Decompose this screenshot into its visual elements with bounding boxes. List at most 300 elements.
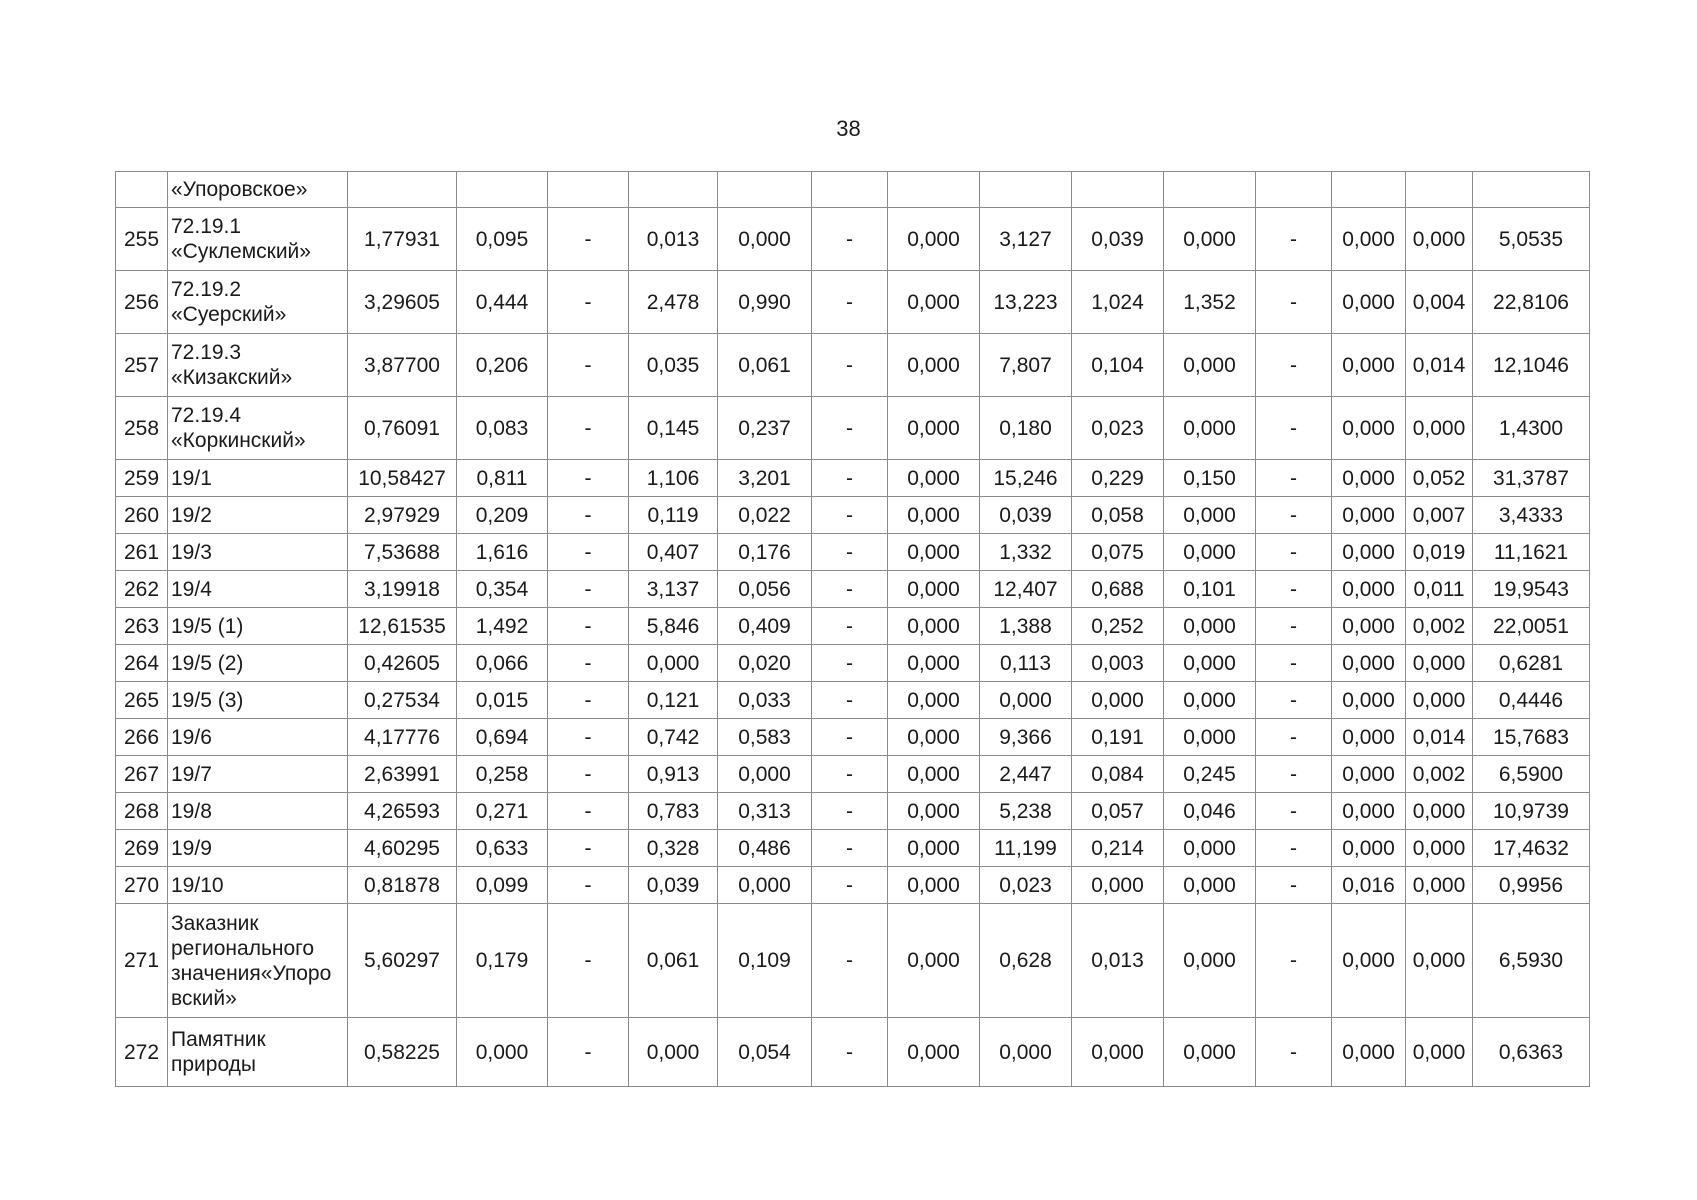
- value-cell: 1,616: [457, 534, 548, 571]
- row-number-cell: 261: [116, 534, 168, 571]
- table-row: [116, 608, 1590, 645]
- value-cell: 0,104: [1072, 334, 1164, 397]
- value-cell: 2,97929: [348, 497, 457, 534]
- value-cell: 12,1046: [1473, 334, 1590, 397]
- value-cell: -: [1256, 460, 1332, 497]
- value-cell: 0,229: [1072, 460, 1164, 497]
- value-cell: 5,846: [629, 608, 718, 645]
- value-cell: 0,409: [718, 608, 812, 645]
- value-cell: 0,000: [888, 534, 980, 571]
- table-row: [116, 719, 1590, 756]
- value-cell: 0,016: [1332, 867, 1406, 904]
- value-cell: 0,003: [1072, 645, 1164, 682]
- value-cell: -: [548, 497, 629, 534]
- value-cell: 0,056: [718, 571, 812, 608]
- value-cell: -: [548, 271, 629, 334]
- row-number-cell: 259: [116, 460, 168, 497]
- value-cell: 0,015: [457, 682, 548, 719]
- value-cell: -: [812, 1018, 888, 1087]
- value-cell: -: [1256, 334, 1332, 397]
- value-cell: 0,000: [1332, 719, 1406, 756]
- territory-name-cell: 19/3: [168, 534, 348, 571]
- value-cell: 0,007: [1406, 497, 1473, 534]
- value-cell: -: [548, 1018, 629, 1087]
- row-number-cell: 265: [116, 682, 168, 719]
- value-cell: 0,000: [888, 460, 980, 497]
- value-cell: -: [812, 497, 888, 534]
- value-cell: 0,176: [718, 534, 812, 571]
- row-number-cell: 271: [116, 904, 168, 1018]
- table-row: [116, 682, 1590, 719]
- value-cell: 0,095: [457, 208, 548, 271]
- value-cell: 0,000: [888, 497, 980, 534]
- value-cell: 0,013: [629, 208, 718, 271]
- row-number-cell: 267: [116, 756, 168, 793]
- territory-name-cell: Заказник регионального значения«Упоро вский»: [168, 904, 348, 1018]
- value-cell: 0,688: [1072, 571, 1164, 608]
- value-cell: -: [1256, 608, 1332, 645]
- value-cell: 0,000: [1164, 534, 1256, 571]
- value-cell: 7,53688: [348, 534, 457, 571]
- value-cell: 0,061: [718, 334, 812, 397]
- value-cell: 0,004: [1406, 271, 1473, 334]
- value-cell: 0,206: [457, 334, 548, 397]
- value-cell: 0,783: [629, 793, 718, 830]
- value-cell: 0,119: [629, 497, 718, 534]
- value-cell: 0,000: [1164, 645, 1256, 682]
- territory-name-cell: 19/10: [168, 867, 348, 904]
- value-cell: 17,4632: [1473, 830, 1590, 867]
- value-cell: 0,742: [629, 719, 718, 756]
- value-cell: 7,807: [980, 334, 1072, 397]
- value-cell: 0,209: [457, 497, 548, 534]
- territory-name-cell: 19/4: [168, 571, 348, 608]
- value-cell: 9,366: [980, 719, 1072, 756]
- value-cell: 0,000: [629, 1018, 718, 1087]
- value-cell: -: [812, 208, 888, 271]
- value-cell: 0,002: [1406, 756, 1473, 793]
- value-cell: -: [548, 397, 629, 460]
- value-cell: 0,000: [1332, 1018, 1406, 1087]
- value-cell: -: [1256, 645, 1332, 682]
- value-cell: 2,447: [980, 756, 1072, 793]
- value-cell: -: [548, 534, 629, 571]
- value-cell: 1,024: [1072, 271, 1164, 334]
- table-row: [116, 571, 1590, 608]
- value-cell: 0,328: [629, 830, 718, 867]
- value-cell: 19,9543: [1473, 571, 1590, 608]
- value-cell: 0,000: [718, 756, 812, 793]
- value-cell: -: [548, 904, 629, 1018]
- value-cell: 3,4333: [1473, 497, 1590, 534]
- table-row: [116, 904, 1590, 1018]
- value-cell: 0,000: [1332, 334, 1406, 397]
- value-cell: -: [548, 756, 629, 793]
- row-number-cell: 258: [116, 397, 168, 460]
- value-cell: 0,039: [629, 867, 718, 904]
- value-cell: -: [812, 397, 888, 460]
- value-cell: 0,258: [457, 756, 548, 793]
- row-number-cell: 269: [116, 830, 168, 867]
- territory-name-cell: 72.19.1 «Суклемский»: [168, 208, 348, 271]
- value-cell: 0,000: [1072, 867, 1164, 904]
- value-cell: 4,17776: [348, 719, 457, 756]
- value-cell: 0,245: [1164, 756, 1256, 793]
- value-cell: -: [548, 682, 629, 719]
- value-cell: -: [1256, 497, 1332, 534]
- value-cell: 1,4300: [1473, 397, 1590, 460]
- value-cell: -: [1256, 1018, 1332, 1087]
- value-cell: -: [1256, 571, 1332, 608]
- value-cell: -: [1256, 534, 1332, 571]
- value-cell: 3,19918: [348, 571, 457, 608]
- row-number-cell: 256: [116, 271, 168, 334]
- value-cell: 0,057: [1072, 793, 1164, 830]
- value-cell: 0,27534: [348, 682, 457, 719]
- value-cell: 0,084: [1072, 756, 1164, 793]
- value-cell: 0,76091: [348, 397, 457, 460]
- value-cell: -: [812, 334, 888, 397]
- territory-name-cell: 19/5 (3): [168, 682, 348, 719]
- value-cell: -: [1256, 904, 1332, 1018]
- value-cell: -: [812, 793, 888, 830]
- value-cell: 1,332: [980, 534, 1072, 571]
- table-row: [116, 271, 1590, 334]
- value-cell: 0,000: [888, 397, 980, 460]
- value-cell: 0,000: [1164, 682, 1256, 719]
- value-cell: 0,033: [718, 682, 812, 719]
- row-number-cell: 260: [116, 497, 168, 534]
- row-number-cell: 268: [116, 793, 168, 830]
- value-cell: 0,000: [1406, 904, 1473, 1018]
- value-cell: -: [1256, 682, 1332, 719]
- territory-name-cell: «Упоровское»: [168, 172, 348, 208]
- value-cell: 31,3787: [1473, 460, 1590, 497]
- value-cell: 0,046: [1164, 793, 1256, 830]
- table-row: [116, 460, 1590, 497]
- value-cell: 0,099: [457, 867, 548, 904]
- value-cell: 0,150: [1164, 460, 1256, 497]
- value-cell: -: [812, 682, 888, 719]
- table-row: [116, 867, 1590, 904]
- value-cell: 1,492: [457, 608, 548, 645]
- value-cell: 0,58225: [348, 1018, 457, 1087]
- value-cell: 0,000: [888, 830, 980, 867]
- value-cell: -: [1256, 830, 1332, 867]
- value-cell: 0,113: [980, 645, 1072, 682]
- value-cell: 0,000: [888, 571, 980, 608]
- value-cell: 0,000: [888, 793, 980, 830]
- value-cell: 4,26593: [348, 793, 457, 830]
- value-cell: 0,000: [1332, 497, 1406, 534]
- value-cell: -: [1256, 719, 1332, 756]
- value-cell: 0,000: [888, 867, 980, 904]
- value-cell: 0,000: [980, 1018, 1072, 1087]
- row-number-cell: 272: [116, 1018, 168, 1087]
- value-cell: 0,019: [1406, 534, 1473, 571]
- value-cell: 0,180: [980, 397, 1072, 460]
- value-cell: -: [1256, 208, 1332, 271]
- value-cell: 0,000: [1406, 397, 1473, 460]
- value-cell: 0,000: [1164, 904, 1256, 1018]
- value-cell: 0,000: [1164, 830, 1256, 867]
- value-cell: 0,000: [1164, 608, 1256, 645]
- value-cell: 0,811: [457, 460, 548, 497]
- value-cell: -: [812, 534, 888, 571]
- value-cell: 0,000: [457, 1018, 548, 1087]
- row-number-cell: 255: [116, 208, 168, 271]
- value-cell: -: [812, 719, 888, 756]
- value-cell: 0,011: [1406, 571, 1473, 608]
- value-cell: 0,000: [1164, 867, 1256, 904]
- table-row: [116, 830, 1590, 867]
- value-cell: 0,000: [1332, 271, 1406, 334]
- territory-name-cell: 72.19.3 «Кизакский»: [168, 334, 348, 397]
- value-cell: 0,000: [718, 867, 812, 904]
- value-cell: -: [548, 793, 629, 830]
- value-cell: -: [812, 460, 888, 497]
- value-cell: 2,63991: [348, 756, 457, 793]
- value-cell: 0,000: [1406, 867, 1473, 904]
- row-number-cell: 270: [116, 867, 168, 904]
- value-cell: 3,29605: [348, 271, 457, 334]
- value-cell: 0,101: [1164, 571, 1256, 608]
- value-cell: 0,000: [888, 334, 980, 397]
- value-cell: -: [1256, 756, 1332, 793]
- value-cell: 0,628: [980, 904, 1072, 1018]
- value-cell: 0,000: [888, 682, 980, 719]
- table-row: [116, 645, 1590, 682]
- value-cell: 12,61535: [348, 608, 457, 645]
- territory-name-cell: 19/7: [168, 756, 348, 793]
- value-cell: 1,352: [1164, 271, 1256, 334]
- value-cell: 0,023: [980, 867, 1072, 904]
- value-cell: -: [1256, 397, 1332, 460]
- value-cell: 0,633: [457, 830, 548, 867]
- value-cell: 0,990: [718, 271, 812, 334]
- value-cell: 0,039: [1072, 208, 1164, 271]
- value-cell: -: [812, 830, 888, 867]
- value-cell: 15,7683: [1473, 719, 1590, 756]
- value-cell: -: [812, 271, 888, 334]
- value-cell: 0,486: [718, 830, 812, 867]
- table-row: [116, 793, 1590, 830]
- value-cell: 0,039: [980, 497, 1072, 534]
- value-cell: 22,0051: [1473, 608, 1590, 645]
- value-cell: 1,388: [980, 608, 1072, 645]
- value-cell: 0,000: [1332, 830, 1406, 867]
- territory-name-cell: 19/5 (2): [168, 645, 348, 682]
- value-cell: 0,061: [629, 904, 718, 1018]
- value-cell: 0,000: [1332, 793, 1406, 830]
- value-cell: 0,020: [718, 645, 812, 682]
- territory-name-cell: Памятник природы: [168, 1018, 348, 1087]
- value-cell: 13,223: [980, 271, 1072, 334]
- value-cell: 0,407: [629, 534, 718, 571]
- value-cell: 0,121: [629, 682, 718, 719]
- value-cell: 0,000: [980, 682, 1072, 719]
- value-cell: -: [812, 645, 888, 682]
- value-cell: 0,913: [629, 756, 718, 793]
- table-row: [116, 208, 1590, 271]
- value-cell: 0,014: [1406, 334, 1473, 397]
- value-cell: 0,023: [1072, 397, 1164, 460]
- value-cell: 0,000: [1332, 571, 1406, 608]
- value-cell: 0,109: [718, 904, 812, 1018]
- table-row-continued: [116, 172, 1590, 208]
- value-cell: 0,000: [888, 1018, 980, 1087]
- value-cell: 0,000: [1072, 682, 1164, 719]
- value-cell: 0,000: [1332, 682, 1406, 719]
- value-cell: 0,000: [1406, 830, 1473, 867]
- value-cell: 0,42605: [348, 645, 457, 682]
- value-cell: 0,002: [1406, 608, 1473, 645]
- value-cell: 5,60297: [348, 904, 457, 1018]
- value-cell: 0,000: [1164, 334, 1256, 397]
- value-cell: 0,000: [1406, 645, 1473, 682]
- value-cell: 0,000: [1406, 793, 1473, 830]
- table-row: [116, 534, 1590, 571]
- value-cell: 15,246: [980, 460, 1072, 497]
- value-cell: -: [548, 571, 629, 608]
- value-cell: 0,000: [888, 756, 980, 793]
- value-cell: 0,694: [457, 719, 548, 756]
- territory-name-cell: 72.19.2 «Суерский»: [168, 271, 348, 334]
- value-cell: 0,81878: [348, 867, 457, 904]
- value-cell: -: [812, 867, 888, 904]
- value-cell: -: [812, 904, 888, 1018]
- value-cell: 0,9956: [1473, 867, 1590, 904]
- table-row: [116, 334, 1590, 397]
- value-cell: 0,145: [629, 397, 718, 460]
- value-cell: 0,000: [1332, 645, 1406, 682]
- value-cell: 0,000: [888, 645, 980, 682]
- value-cell: 0,000: [888, 271, 980, 334]
- value-cell: -: [1256, 271, 1332, 334]
- value-cell: 2,478: [629, 271, 718, 334]
- row-number-cell: 257: [116, 334, 168, 397]
- value-cell: 6,5900: [1473, 756, 1590, 793]
- row-number-cell: [116, 172, 168, 208]
- row-number-cell: 262: [116, 571, 168, 608]
- value-cell: 0,000: [1164, 208, 1256, 271]
- value-cell: 0,237: [718, 397, 812, 460]
- value-cell: -: [1256, 867, 1332, 904]
- value-cell: 0,000: [1332, 460, 1406, 497]
- value-cell: 0,000: [1164, 397, 1256, 460]
- value-cell: -: [548, 334, 629, 397]
- value-cell: 1,77931: [348, 208, 457, 271]
- value-cell: 10,58427: [348, 460, 457, 497]
- value-cell: -: [548, 719, 629, 756]
- value-cell: -: [548, 608, 629, 645]
- value-cell: 0,000: [1332, 208, 1406, 271]
- value-cell: -: [548, 460, 629, 497]
- value-cell: 4,60295: [348, 830, 457, 867]
- value-cell: 0,000: [888, 719, 980, 756]
- value-cell: 0,000: [1406, 208, 1473, 271]
- value-cell: 0,014: [1406, 719, 1473, 756]
- value-cell: 0,271: [457, 793, 548, 830]
- value-cell: 11,199: [980, 830, 1072, 867]
- value-cell: 0,000: [1332, 608, 1406, 645]
- value-cell: 0,6363: [1473, 1018, 1590, 1087]
- value-cell: 0,4446: [1473, 682, 1590, 719]
- value-cell: 0,000: [1406, 1018, 1473, 1087]
- value-cell: 0,000: [888, 608, 980, 645]
- value-cell: 1,106: [629, 460, 718, 497]
- value-cell: 0,000: [1332, 534, 1406, 571]
- value-cell: 0,083: [457, 397, 548, 460]
- value-cell: 0,191: [1072, 719, 1164, 756]
- value-cell: 0,052: [1406, 460, 1473, 497]
- row-number-cell: 264: [116, 645, 168, 682]
- table-row: [116, 397, 1590, 460]
- value-cell: 0,054: [718, 1018, 812, 1087]
- value-cell: 0,000: [1332, 397, 1406, 460]
- value-cell: 0,075: [1072, 534, 1164, 571]
- value-cell: 0,022: [718, 497, 812, 534]
- page-number: 38: [836, 116, 861, 141]
- value-cell: 0,000: [1332, 756, 1406, 793]
- value-cell: -: [812, 756, 888, 793]
- value-cell: 5,238: [980, 793, 1072, 830]
- table-row: [116, 497, 1590, 534]
- value-cell: 0,000: [1164, 1018, 1256, 1087]
- value-cell: 0,179: [457, 904, 548, 1018]
- value-cell: 6,5930: [1473, 904, 1590, 1018]
- value-cell: 0,066: [457, 645, 548, 682]
- territory-name-cell: 19/2: [168, 497, 348, 534]
- value-cell: 0,000: [1332, 904, 1406, 1018]
- value-cell: 0,6281: [1473, 645, 1590, 682]
- value-cell: 10,9739: [1473, 793, 1590, 830]
- value-cell: 0,252: [1072, 608, 1164, 645]
- value-cell: 22,8106: [1473, 271, 1590, 334]
- value-cell: 3,137: [629, 571, 718, 608]
- row-number-cell: 263: [116, 608, 168, 645]
- value-cell: -: [548, 645, 629, 682]
- value-cell: -: [812, 571, 888, 608]
- value-cell: 0,000: [718, 208, 812, 271]
- row-number-cell: 266: [116, 719, 168, 756]
- territory-name-cell: 19/9: [168, 830, 348, 867]
- value-cell: 3,87700: [348, 334, 457, 397]
- value-cell: 0,583: [718, 719, 812, 756]
- value-cell: 5,0535: [1473, 208, 1590, 271]
- value-cell: 0,000: [1406, 682, 1473, 719]
- value-cell: 0,013: [1072, 904, 1164, 1018]
- value-cell: 0,000: [629, 645, 718, 682]
- territory-name-cell: 72.19.4 «Коркинский»: [168, 397, 348, 460]
- value-cell: 0,214: [1072, 830, 1164, 867]
- value-cell: 0,000: [888, 208, 980, 271]
- territory-name-cell: 19/1: [168, 460, 348, 497]
- value-cell: 11,1621: [1473, 534, 1590, 571]
- value-cell: 3,127: [980, 208, 1072, 271]
- value-cell: -: [812, 608, 888, 645]
- value-cell: 3,201: [718, 460, 812, 497]
- value-cell: -: [548, 830, 629, 867]
- territory-name-cell: 19/8: [168, 793, 348, 830]
- data-table: [115, 171, 1590, 1087]
- value-cell: 0,444: [457, 271, 548, 334]
- value-cell: 0,000: [888, 904, 980, 1018]
- value-cell: -: [1256, 793, 1332, 830]
- value-cell: 12,407: [980, 571, 1072, 608]
- value-cell: 0,000: [1164, 497, 1256, 534]
- table-row: [116, 756, 1590, 793]
